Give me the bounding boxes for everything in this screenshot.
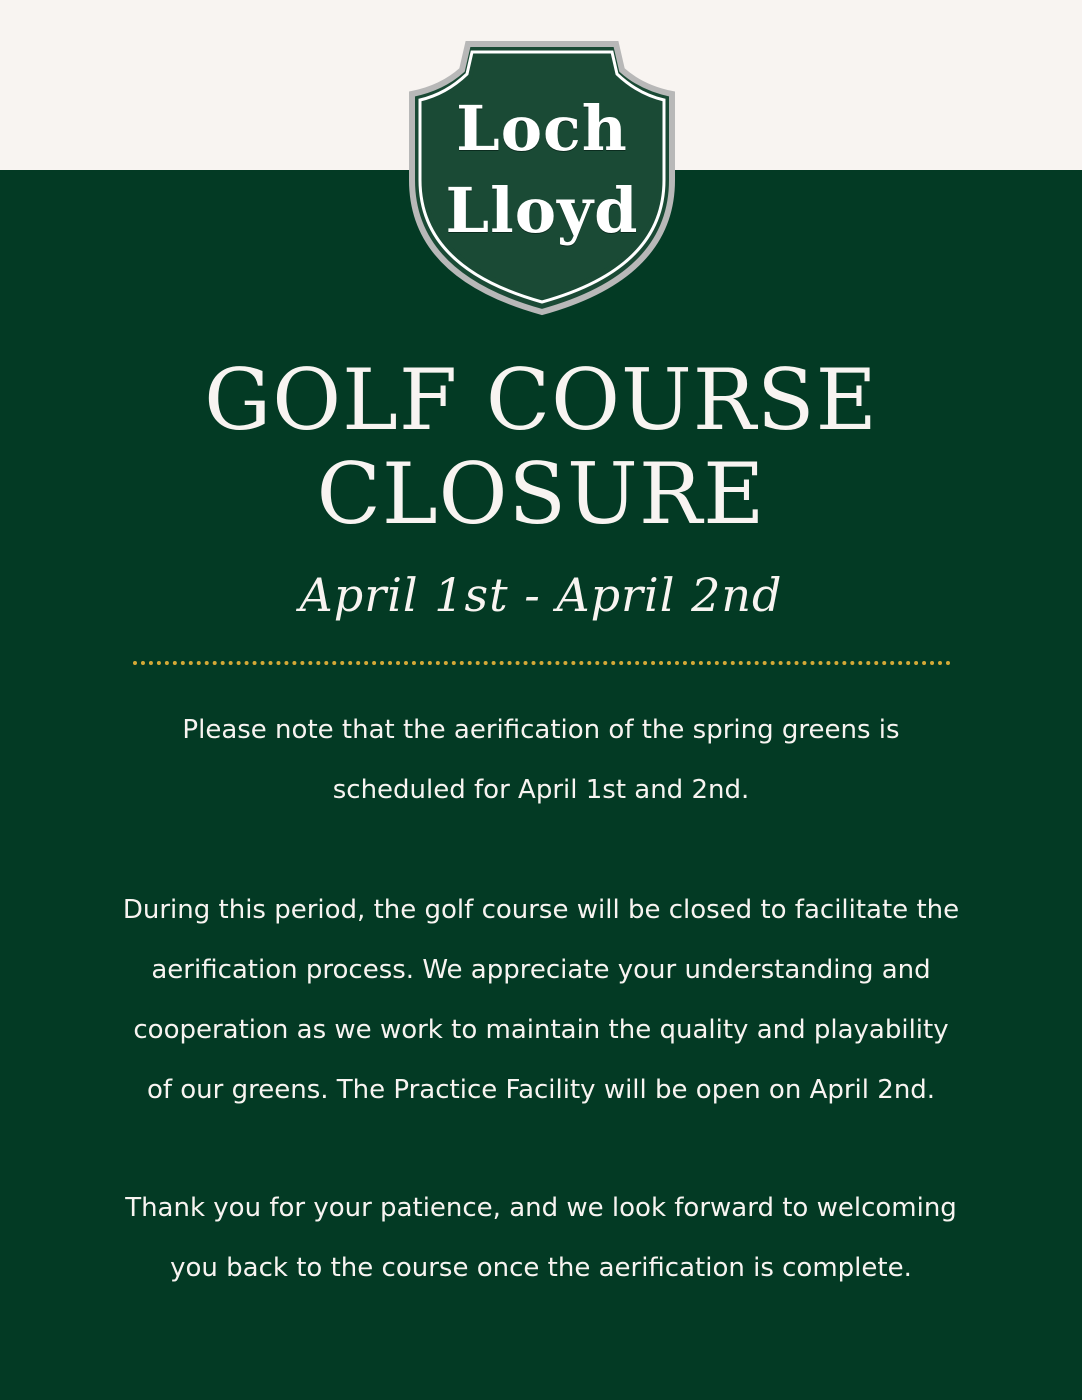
dotted-divider (133, 661, 951, 665)
text-line: Please note that the aerification of the spring greens is (182, 715, 900, 745)
paragraph-schedule (0, 700, 1082, 820)
logo-text-line-2: Lloyd (445, 174, 639, 247)
text-line: scheduled for April 1st and 2nd. (332, 775, 750, 805)
club-logo (406, 40, 678, 316)
logo-text-line-1: Loch (456, 92, 628, 165)
text-line: you back to the course once the aerification is complete. (170, 1253, 912, 1283)
text-line: aerification process. We appreciate your understanding and (151, 955, 931, 985)
text-line: of our greens. The Practice Facility will be open on April 2nd. (146, 1075, 936, 1105)
date-range: April 1st - April 2nd (299, 568, 783, 622)
text-line: Thank you for your patience, and we look forward to welcoming (125, 1193, 957, 1223)
headline-line-1: GOLF COURSE (204, 351, 878, 449)
text-line: cooperation as we work to maintain the quality and playability (133, 1015, 949, 1045)
text-line: During this period, the golf course will be closed to facilitate the (122, 895, 960, 925)
paragraph-closure-details (0, 880, 1082, 1120)
paragraph-thank-you (0, 1178, 1082, 1298)
headline-line-2: CLOSURE (316, 445, 766, 543)
